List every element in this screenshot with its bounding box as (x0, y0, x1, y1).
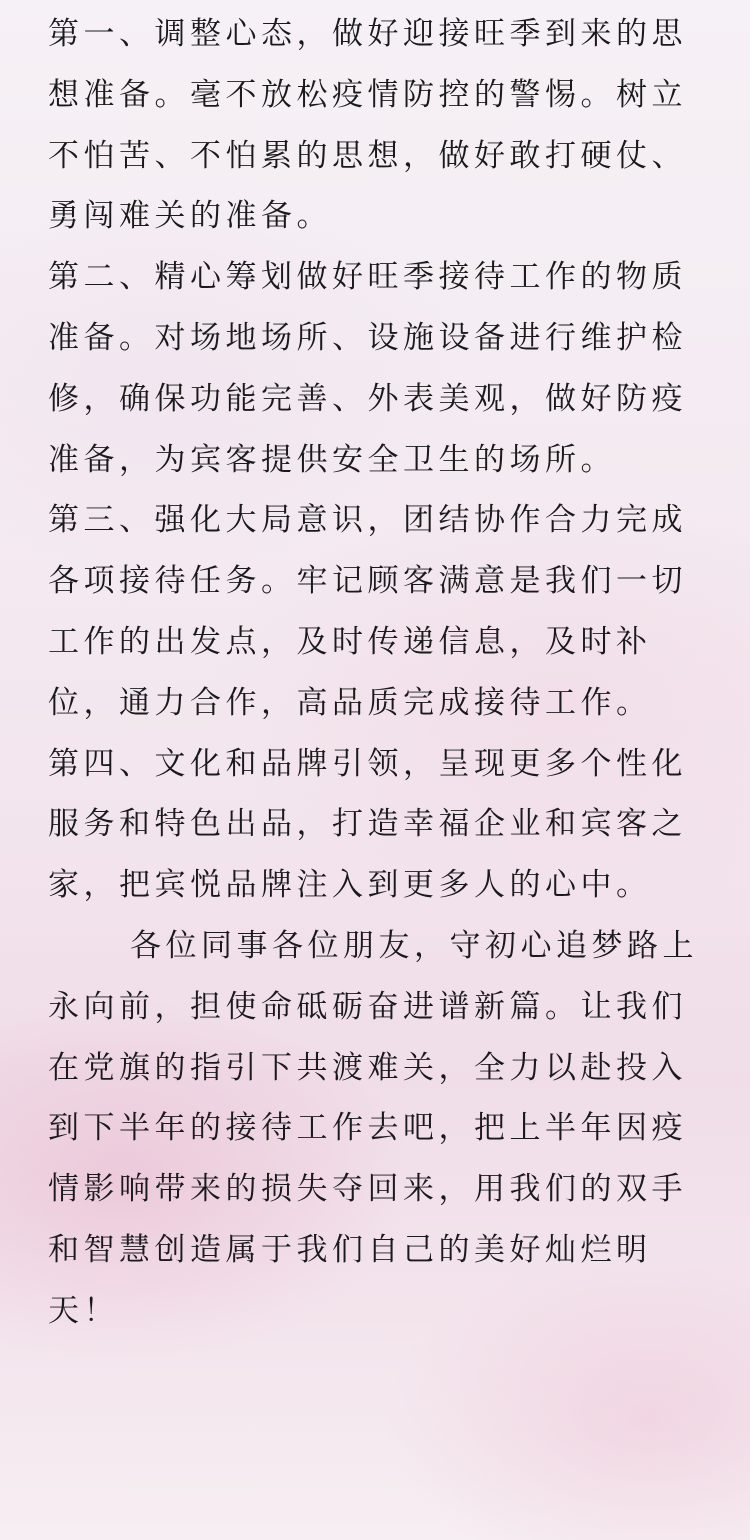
article-body (48, 4, 708, 1342)
paragraph-point-4: 第四、文化和品牌引领，呈现更多个性化服务和特色出品，打造幸福企业和宾客之家，把宾悦品牌注入到更多人的心中。 (48, 745, 687, 904)
paragraph-point-2: 第二、精心筹划做好旺季接待工作的物质准备。对场地场所、设施设备进行维护检修，确保功能完善、外表美观，做好防疫准备，为宾客提供安全卫生的场所。 (48, 259, 687, 478)
paragraph-closing: 各位同事各位朋友，守初心追梦路上永向前，担使命砥砺奋进谱新篇。让我们在党旗的指引下共渡难关，全力以赴投入到下半年的接待工作去吧，把上半年因疫情影响带来的损失夺回来，用我们的双手和智慧创造属于我们自己的美好灿烂明天！ (48, 927, 698, 1329)
paragraph-point-3: 第三、强化大局意识，团结协作合力完成各项接待任务。牢记顾客满意是我们一切工作的出发点，及时传递信息，及时补位，通力合作，高品质完成接待工作。 (48, 502, 687, 721)
paragraph-point-1: 第一、调整心态，做好迎接旺季到来的思想准备。毫不放松疫情防控的警惕。树立不怕苦、不怕累的思想，做好敢打硬仗、勇闯难关的准备。 (48, 16, 687, 235)
